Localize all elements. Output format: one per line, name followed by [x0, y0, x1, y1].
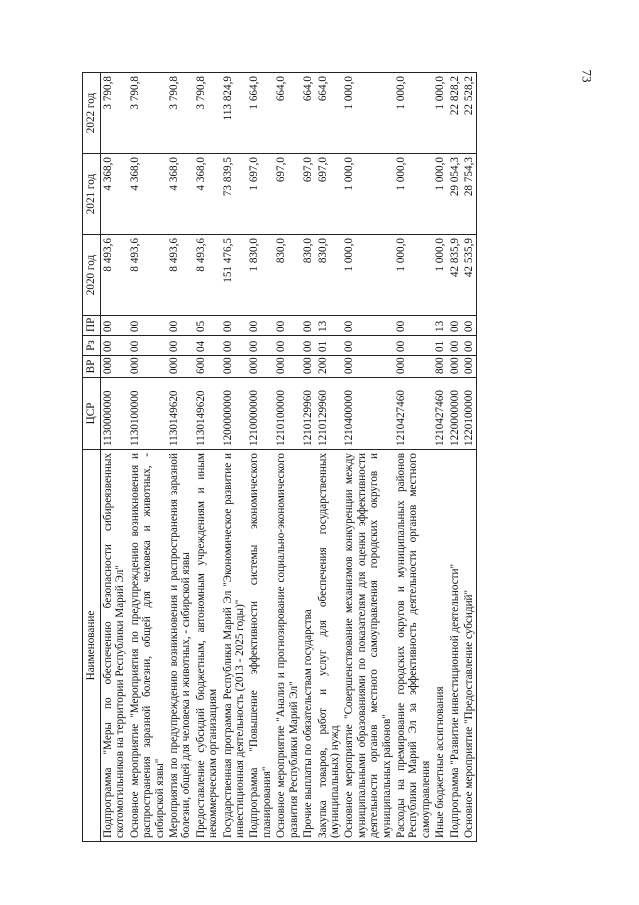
cell-2021: 1 697,0 [247, 154, 274, 235]
cell-2020: 8 493,6 [167, 235, 194, 316]
cell-pr: 00 [462, 316, 477, 336]
cell-2020: 8 493,6 [101, 235, 128, 316]
cell-rz: 01 [433, 336, 447, 356]
table-row [448, 73, 462, 842]
cell-2021: 73 839,5 [221, 154, 248, 235]
cell-2021: 4 368,0 [128, 154, 167, 235]
table-row [394, 73, 433, 842]
cell-csr: 1210129960 [301, 378, 315, 450]
cell-csr: 1210427460 [433, 378, 447, 450]
cell-name: Мероприятия по предупреждению возникновения и распространения заразной болезни, общей для человека и животных, - сибирской язвы [167, 450, 194, 842]
table-row [221, 73, 248, 842]
cell-2021: 4 368,0 [167, 154, 194, 235]
cell-2020: 830,0 [301, 235, 315, 316]
cell-2022: 3 790,8 [128, 73, 167, 154]
header-rz: Рз [83, 336, 101, 356]
cell-2020: 830,0 [274, 235, 301, 316]
table-row [247, 73, 274, 842]
table-body [101, 73, 477, 842]
cell-vr: 000 [448, 356, 462, 378]
cell-csr: 1210129960 [316, 378, 343, 450]
cell-pr: 00 [128, 316, 167, 336]
cell-2022: 22 828,2 [448, 73, 462, 154]
cell-rz: 00 [301, 336, 315, 356]
cell-name: Основное мероприятие "Совершенствование механизмов конкуренции между муниципальными образованиями по показателям для оценки эффективности деятельности органов местного самоуправления городских округов и муниципальных районов" [342, 450, 394, 842]
cell-2020: 8 493,6 [128, 235, 167, 316]
cell-vr: 000 [247, 356, 274, 378]
table-header-row [83, 73, 101, 842]
cell-rz: 00 [462, 336, 477, 356]
cell-vr: 000 [394, 356, 433, 378]
cell-vr: 000 [101, 356, 128, 378]
table-row [194, 73, 221, 842]
cell-name: Расходы на премирование городских округов и муниципальных районов Республики Марий Эл за эффективность деятельности органов местного самоуправления [394, 450, 433, 842]
cell-name: Иные бюджетные ассигнования [433, 450, 447, 842]
cell-csr: 1210427460 [394, 378, 433, 450]
cell-2021: 29 054,3 [448, 154, 462, 235]
cell-name: Подпрограмма "Повышение эффективности системы экономического планирования" [247, 450, 274, 842]
cell-rz: 01 [316, 336, 343, 356]
cell-2021: 4 368,0 [194, 154, 221, 235]
cell-2021: 28 754,3 [462, 154, 477, 235]
cell-pr: 00 [301, 316, 315, 336]
table-row [433, 73, 447, 842]
cell-csr: 1130149620 [194, 378, 221, 450]
cell-rz: 00 [274, 336, 301, 356]
cell-csr: 1130149620 [167, 378, 194, 450]
cell-csr: 1200000000 [221, 378, 248, 450]
header-2020: 2020 год [83, 235, 101, 316]
header-vr: ВР [83, 356, 101, 378]
page-number: 73 [579, 69, 595, 83]
table-row [301, 73, 315, 842]
cell-2020: 1 000,0 [433, 235, 447, 316]
cell-2022: 1 664,0 [247, 73, 274, 154]
header-csr: ЦСР [83, 378, 101, 450]
table-row [462, 73, 477, 842]
cell-2021: 1 000,0 [394, 154, 433, 235]
cell-pr: 00 [342, 316, 394, 336]
table-row [274, 73, 301, 842]
cell-csr: 1220000000 [448, 378, 462, 450]
rotated-table-container [82, 72, 554, 842]
cell-rz: 00 [448, 336, 462, 356]
cell-pr: 00 [448, 316, 462, 336]
cell-2022: 1 000,0 [394, 73, 433, 154]
cell-name: Закупка товаров, работ и услуг для обеспечения государственных (муниципальных) нужд [316, 450, 343, 842]
cell-csr: 1210400000 [342, 378, 394, 450]
cell-pr: 00 [394, 316, 433, 336]
cell-vr: 000 [462, 356, 477, 378]
cell-rz: 00 [342, 336, 394, 356]
cell-2022: 664,0 [301, 73, 315, 154]
cell-2020: 1 830,0 [247, 235, 274, 316]
cell-2022: 113 824,9 [221, 73, 248, 154]
cell-rz: 00 [247, 336, 274, 356]
cell-2020: 151 476,5 [221, 235, 248, 316]
cell-vr: 000 [221, 356, 248, 378]
cell-name: Подпрограмма "Меры по обеспечению безопасности сибиреязвенных скотомогильников на территории Республики Марий Эл" [101, 450, 128, 842]
cell-2021: 697,0 [316, 154, 343, 235]
cell-pr: 13 [433, 316, 447, 336]
cell-pr: 00 [167, 316, 194, 336]
cell-rz: 00 [101, 336, 128, 356]
cell-csr: 1210000000 [247, 378, 274, 450]
header-2022: 2022 год [83, 73, 101, 154]
cell-vr: 000 [301, 356, 315, 378]
cell-2020: 8 493,6 [194, 235, 221, 316]
cell-pr: 05 [194, 316, 221, 336]
cell-2022: 664,0 [316, 73, 343, 154]
cell-rz: 00 [221, 336, 248, 356]
table-row [316, 73, 343, 842]
table-row [167, 73, 194, 842]
cell-vr: 600 [194, 356, 221, 378]
cell-rz: 00 [128, 336, 167, 356]
table-row [128, 73, 167, 842]
cell-2020: 1 000,0 [394, 235, 433, 316]
cell-rz: 00 [167, 336, 194, 356]
cell-pr: 00 [221, 316, 248, 336]
cell-2020: 42 535,9 [462, 235, 477, 316]
cell-vr: 000 [128, 356, 167, 378]
cell-rz: 04 [194, 336, 221, 356]
cell-name: Основное мероприятие "Мероприятия по предупреждению возникновения и распространения заразной болезни, общей для человека и животных, - сибирской язвы" [128, 450, 167, 842]
cell-2021: 697,0 [301, 154, 315, 235]
table-row [101, 73, 128, 842]
cell-csr: 1130100000 [128, 378, 167, 450]
table-row [342, 73, 394, 842]
cell-csr: 1210100000 [274, 378, 301, 450]
header-name: Наименование [83, 450, 101, 842]
header-2021: 2021 год [83, 154, 101, 235]
cell-2021: 1 000,0 [342, 154, 394, 235]
cell-2022: 1 000,0 [433, 73, 447, 154]
cell-vr: 000 [342, 356, 394, 378]
cell-2022: 22 528,2 [462, 73, 477, 154]
cell-2021: 697,0 [274, 154, 301, 235]
cell-2020: 42 835,9 [448, 235, 462, 316]
cell-name: Основное мероприятие "Анализ и прогнозирование социально-экономического развития Республики Марий Эл" [274, 450, 301, 842]
cell-2020: 830,0 [316, 235, 343, 316]
cell-2020: 1 000,0 [342, 235, 394, 316]
cell-name: Государственная программа Республики Марий Эл "Экономическое развитие и инвестиционная деятельность (2013 - 2025 годы)" [221, 450, 248, 842]
cell-2021: 4 368,0 [101, 154, 128, 235]
cell-pr: 00 [247, 316, 274, 336]
cell-csr: 1130000000 [101, 378, 128, 450]
budget-table [82, 72, 477, 842]
cell-2022: 3 790,8 [167, 73, 194, 154]
cell-name: Подпрограмма "Развитие инвестиционной деятельности" [448, 450, 462, 842]
cell-2022: 664,0 [274, 73, 301, 154]
cell-vr: 000 [274, 356, 301, 378]
cell-rz: 00 [394, 336, 433, 356]
cell-vr: 800 [433, 356, 447, 378]
cell-name: Предоставление субсидий бюджетным, автономным учреждениям и иным некоммерческим организациям [194, 450, 221, 842]
cell-pr: 13 [316, 316, 343, 336]
cell-name: Основное мероприятие "Предоставление субсидий" [462, 450, 477, 842]
cell-2021: 1 000,0 [433, 154, 447, 235]
cell-csr: 1220100000 [462, 378, 477, 450]
cell-name: Прочие выплаты по обязательствам государства [301, 450, 315, 842]
cell-2022: 3 790,8 [101, 73, 128, 154]
cell-vr: 200 [316, 356, 343, 378]
cell-pr: 00 [101, 316, 128, 336]
cell-2022: 3 790,8 [194, 73, 221, 154]
cell-vr: 000 [167, 356, 194, 378]
cell-pr: 00 [274, 316, 301, 336]
cell-2022: 1 000,0 [342, 73, 394, 154]
header-pr: ПР [83, 316, 101, 336]
